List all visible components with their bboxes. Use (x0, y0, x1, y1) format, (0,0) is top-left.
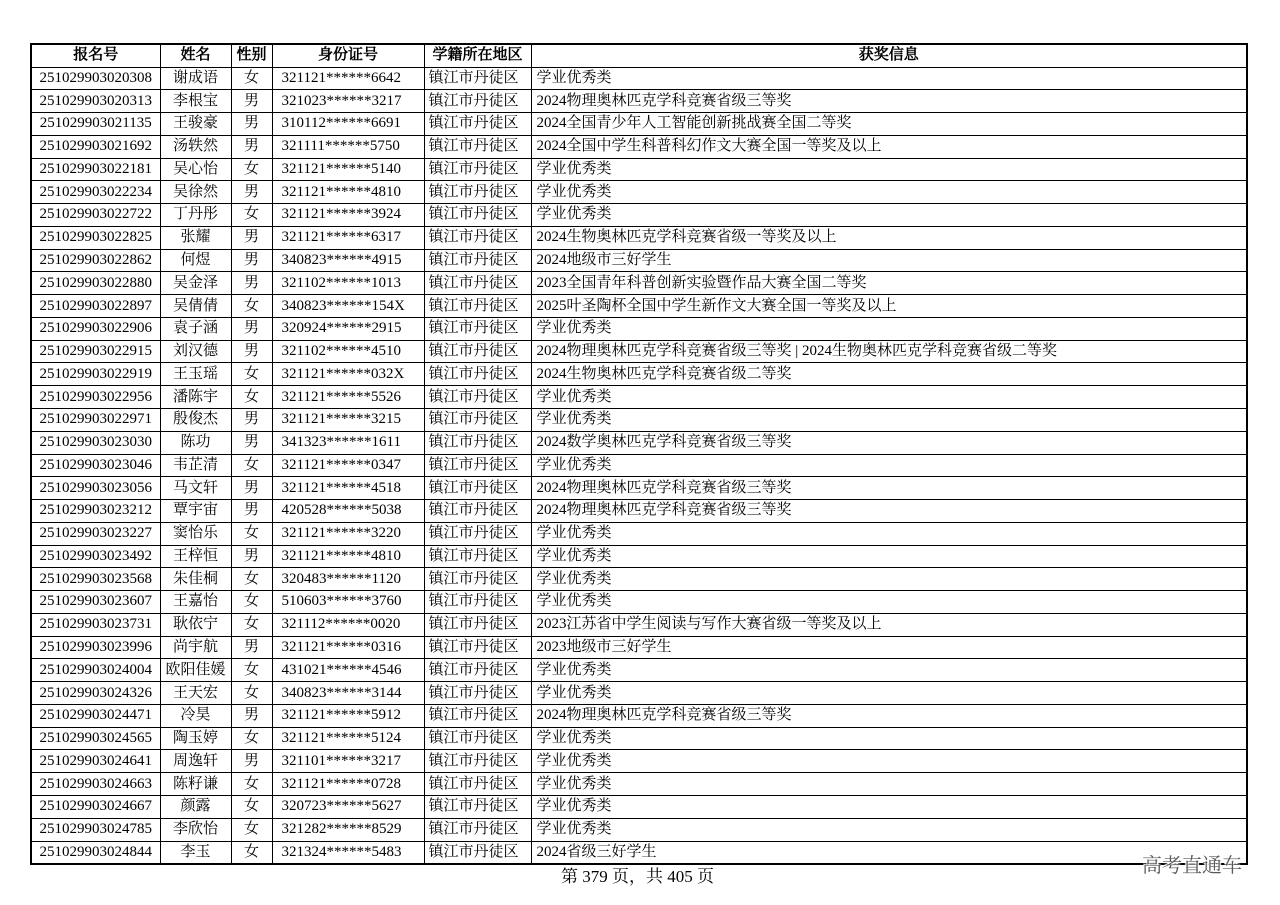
table-row (31, 522, 1247, 545)
header-gender: 性别 (231, 44, 272, 67)
cell-reg-no: 251029903022919 (31, 363, 160, 386)
cell-id-no: 321121******3924 (272, 204, 424, 227)
cell-awards: 学业优秀类 (531, 750, 1247, 773)
header-region: 学籍所在地区 (424, 44, 531, 67)
cell-name: 王玉瑶 (160, 363, 231, 386)
table-row (31, 500, 1247, 523)
cell-region: 镇江市丹徒区 (424, 841, 531, 864)
table-row (31, 386, 1247, 409)
cell-awards: 2024物理奥林匹克学科竞赛省级三等奖 (531, 477, 1247, 500)
table-row (31, 431, 1247, 454)
cell-awards: 学业优秀类 (531, 568, 1247, 591)
table-row (31, 591, 1247, 614)
cell-awards: 学业优秀类 (531, 522, 1247, 545)
cell-awards: 学业优秀类 (531, 773, 1247, 796)
cell-id-no: 321121******0728 (272, 773, 424, 796)
cell-awards: 2024生物奥林匹克学科竞赛省级一等奖及以上 (531, 226, 1247, 249)
cell-reg-no: 251029903023030 (31, 431, 160, 454)
cell-region: 镇江市丹徒区 (424, 340, 531, 363)
cell-id-no: 321112******0020 (272, 613, 424, 636)
cell-reg-no: 251029903022181 (31, 158, 160, 181)
cell-name: 殷俊杰 (160, 408, 231, 431)
cell-gender: 女 (231, 158, 272, 181)
table-row (31, 340, 1247, 363)
table-row (31, 727, 1247, 750)
table-row (31, 750, 1247, 773)
cell-name: 韦芷清 (160, 454, 231, 477)
cell-region: 镇江市丹徒区 (424, 727, 531, 750)
cell-id-no: 321324******5483 (272, 841, 424, 864)
cell-id-no: 321121******5912 (272, 704, 424, 727)
cell-name: 陶玉婷 (160, 727, 231, 750)
cell-gender: 男 (231, 90, 272, 113)
cell-reg-no: 251029903023568 (31, 568, 160, 591)
cell-reg-no: 251029903023996 (31, 636, 160, 659)
cell-gender: 女 (231, 295, 272, 318)
table-row (31, 477, 1247, 500)
cell-gender: 女 (231, 841, 272, 864)
cell-region: 镇江市丹徒区 (424, 408, 531, 431)
cell-id-no: 321282******8529 (272, 818, 424, 841)
cell-reg-no: 251029903022971 (31, 408, 160, 431)
cell-region: 镇江市丹徒区 (424, 158, 531, 181)
table-row (31, 613, 1247, 636)
cell-reg-no: 251029903022906 (31, 317, 160, 340)
cell-gender: 女 (231, 818, 272, 841)
cell-region: 镇江市丹徒区 (424, 522, 531, 545)
cell-region: 镇江市丹徒区 (424, 431, 531, 454)
cell-region: 镇江市丹徒区 (424, 363, 531, 386)
cell-awards: 2024全国中学生科普科幻作文大赛全国一等奖及以上 (531, 135, 1247, 158)
cell-awards: 学业优秀类 (531, 545, 1247, 568)
table-row (31, 135, 1247, 158)
cell-id-no: 321121******0347 (272, 454, 424, 477)
cell-reg-no: 251029903024785 (31, 818, 160, 841)
table-row (31, 796, 1247, 819)
cell-reg-no: 251029903022234 (31, 181, 160, 204)
table-row (31, 249, 1247, 272)
cell-awards: 2024地级市三好学生 (531, 249, 1247, 272)
cell-id-no: 321121******4518 (272, 477, 424, 500)
cell-awards: 2024物理奥林匹克学科竞赛省级三等奖 (531, 500, 1247, 523)
cell-region: 镇江市丹徒区 (424, 568, 531, 591)
cell-gender: 男 (231, 431, 272, 454)
cell-name: 谢成语 (160, 67, 231, 90)
cell-region: 镇江市丹徒区 (424, 295, 531, 318)
cell-reg-no: 251029903020313 (31, 90, 160, 113)
cell-id-no: 321121******4810 (272, 181, 424, 204)
cell-region: 镇江市丹徒区 (424, 750, 531, 773)
cell-awards: 学业优秀类 (531, 818, 1247, 841)
cell-gender: 女 (231, 727, 272, 750)
table-row (31, 636, 1247, 659)
cell-awards: 2024生物奥林匹克学科竞赛省级二等奖 (531, 363, 1247, 386)
cell-name: 周逸轩 (160, 750, 231, 773)
cell-region: 镇江市丹徒区 (424, 704, 531, 727)
cell-name: 王骏豪 (160, 113, 231, 136)
cell-reg-no: 251029903022825 (31, 226, 160, 249)
cell-id-no: 321102******1013 (272, 272, 424, 295)
cell-awards: 2024省级三好学生 (531, 841, 1247, 864)
cell-awards: 2023江苏省中学生阅读与写作大赛省级一等奖及以上 (531, 613, 1247, 636)
cell-reg-no: 251029903022880 (31, 272, 160, 295)
table-row (31, 818, 1247, 841)
cell-gender: 女 (231, 204, 272, 227)
cell-name: 马文轩 (160, 477, 231, 500)
table-row (31, 113, 1247, 136)
cell-reg-no: 251029903024667 (31, 796, 160, 819)
cell-region: 镇江市丹徒区 (424, 818, 531, 841)
table-row (31, 90, 1247, 113)
cell-name: 陈籽谦 (160, 773, 231, 796)
table-row (31, 158, 1247, 181)
cell-region: 镇江市丹徒区 (424, 773, 531, 796)
cell-gender: 女 (231, 591, 272, 614)
cell-region: 镇江市丹徒区 (424, 113, 531, 136)
cell-name: 陈功 (160, 431, 231, 454)
cell-id-no: 431021******4546 (272, 659, 424, 682)
header-row (31, 44, 1247, 67)
cell-id-no: 310112******6691 (272, 113, 424, 136)
cell-name: 窦怡乐 (160, 522, 231, 545)
cell-id-no: 321121******5526 (272, 386, 424, 409)
cell-name: 汤轶然 (160, 135, 231, 158)
header-reg-no: 报名号 (31, 44, 160, 67)
cell-id-no: 321121******3215 (272, 408, 424, 431)
table-row (31, 408, 1247, 431)
cell-gender: 男 (231, 249, 272, 272)
table-row (31, 773, 1247, 796)
table-row (31, 226, 1247, 249)
cell-id-no: 321121******3220 (272, 522, 424, 545)
cell-reg-no: 251029903024326 (31, 682, 160, 705)
page-number: 第 379 页，共 405 页 (561, 867, 714, 886)
cell-name: 吴心怡 (160, 158, 231, 181)
cell-awards: 学业优秀类 (531, 386, 1247, 409)
cell-awards: 学业优秀类 (531, 796, 1247, 819)
cell-awards: 2024物理奥林匹克学科竞赛省级三等奖 | 2024生物奥林匹克学科竞赛省级二等奖 (531, 340, 1247, 363)
cell-awards: 2024物理奥林匹克学科竞赛省级三等奖 (531, 90, 1247, 113)
cell-name: 欧阳佳媛 (160, 659, 231, 682)
cell-gender: 女 (231, 363, 272, 386)
cell-region: 镇江市丹徒区 (424, 796, 531, 819)
cell-name: 张耀 (160, 226, 231, 249)
cell-region: 镇江市丹徒区 (424, 226, 531, 249)
cell-awards: 学业优秀类 (531, 158, 1247, 181)
cell-id-no: 420528******5038 (272, 500, 424, 523)
cell-reg-no: 251029903023607 (31, 591, 160, 614)
table-row (31, 659, 1247, 682)
cell-gender: 男 (231, 340, 272, 363)
cell-name: 王梓恒 (160, 545, 231, 568)
cell-name: 何煜 (160, 249, 231, 272)
header-name: 姓名 (160, 44, 231, 67)
cell-reg-no: 251029903021135 (31, 113, 160, 136)
cell-name: 吴徐然 (160, 181, 231, 204)
cell-awards: 2023全国青年科普创新实验暨作品大赛全国二等奖 (531, 272, 1247, 295)
cell-id-no: 321121******032X (272, 363, 424, 386)
cell-id-no: 321121******4810 (272, 545, 424, 568)
cell-gender: 男 (231, 545, 272, 568)
cell-gender: 男 (231, 113, 272, 136)
cell-reg-no: 251029903022862 (31, 249, 160, 272)
cell-awards: 学业优秀类 (531, 591, 1247, 614)
table-row (31, 682, 1247, 705)
cell-awards: 2024物理奥林匹克学科竞赛省级三等奖 (531, 704, 1247, 727)
cell-region: 镇江市丹徒区 (424, 477, 531, 500)
cell-reg-no: 251029903020308 (31, 67, 160, 90)
table-row (31, 568, 1247, 591)
cell-gender: 女 (231, 568, 272, 591)
cell-id-no: 321121******0316 (272, 636, 424, 659)
cell-name: 吴倩倩 (160, 295, 231, 318)
cell-region: 镇江市丹徒区 (424, 317, 531, 340)
cell-gender: 女 (231, 796, 272, 819)
cell-gender: 女 (231, 454, 272, 477)
cell-id-no: 321121******6642 (272, 67, 424, 90)
cell-name: 潘陈宇 (160, 386, 231, 409)
cell-reg-no: 251029903024471 (31, 704, 160, 727)
cell-reg-no: 251029903022897 (31, 295, 160, 318)
cell-reg-no: 251029903022956 (31, 386, 160, 409)
cell-awards: 学业优秀类 (531, 181, 1247, 204)
cell-id-no: 321121******6317 (272, 226, 424, 249)
cell-region: 镇江市丹徒区 (424, 613, 531, 636)
cell-gender: 男 (231, 181, 272, 204)
cell-name: 王天宏 (160, 682, 231, 705)
cell-gender: 女 (231, 682, 272, 705)
cell-gender: 男 (231, 636, 272, 659)
cell-reg-no: 251029903024641 (31, 750, 160, 773)
cell-reg-no: 251029903023227 (31, 522, 160, 545)
cell-gender: 男 (231, 704, 272, 727)
cell-region: 镇江市丹徒区 (424, 591, 531, 614)
cell-region: 镇江市丹徒区 (424, 181, 531, 204)
table-row (31, 454, 1247, 477)
cell-name: 丁丹彤 (160, 204, 231, 227)
cell-name: 朱佳桐 (160, 568, 231, 591)
cell-gender: 男 (231, 135, 272, 158)
cell-reg-no: 251029903023492 (31, 545, 160, 568)
cell-id-no: 320723******5627 (272, 796, 424, 819)
table-row (31, 295, 1247, 318)
cell-id-no: 321121******5124 (272, 727, 424, 750)
cell-id-no: 320483******1120 (272, 568, 424, 591)
cell-region: 镇江市丹徒区 (424, 386, 531, 409)
cell-id-no: 321102******4510 (272, 340, 424, 363)
cell-id-no: 341323******1611 (272, 431, 424, 454)
header-id-no: 身份证号 (272, 44, 424, 67)
cell-name: 吴金泽 (160, 272, 231, 295)
cell-name: 王嘉怡 (160, 591, 231, 614)
cell-awards: 2024全国青少年人工智能创新挑战赛全国二等奖 (531, 113, 1247, 136)
cell-gender: 男 (231, 477, 272, 500)
cell-gender: 男 (231, 750, 272, 773)
cell-gender: 女 (231, 659, 272, 682)
cell-reg-no: 251029903024844 (31, 841, 160, 864)
cell-region: 镇江市丹徒区 (424, 545, 531, 568)
table-row (31, 272, 1247, 295)
cell-gender: 女 (231, 67, 272, 90)
table-row (31, 67, 1247, 90)
cell-name: 覃宇宙 (160, 500, 231, 523)
table-row (31, 704, 1247, 727)
cell-awards: 学业优秀类 (531, 408, 1247, 431)
cell-name: 李根宝 (160, 90, 231, 113)
cell-region: 镇江市丹徒区 (424, 659, 531, 682)
cell-gender: 女 (231, 522, 272, 545)
cell-awards: 学业优秀类 (531, 454, 1247, 477)
cell-name: 刘汉德 (160, 340, 231, 363)
cell-awards: 学业优秀类 (531, 727, 1247, 750)
cell-id-no: 321121******5140 (272, 158, 424, 181)
table-row (31, 545, 1247, 568)
cell-name: 耿依宁 (160, 613, 231, 636)
table-row (31, 841, 1247, 864)
cell-region: 镇江市丹徒区 (424, 67, 531, 90)
cell-name: 李欣怡 (160, 818, 231, 841)
cell-gender: 男 (231, 317, 272, 340)
cell-awards: 学业优秀类 (531, 317, 1247, 340)
cell-reg-no: 251029903023046 (31, 454, 160, 477)
cell-reg-no: 251029903022722 (31, 204, 160, 227)
cell-reg-no: 251029903021692 (31, 135, 160, 158)
cell-gender: 男 (231, 500, 272, 523)
cell-awards: 学业优秀类 (531, 659, 1247, 682)
cell-region: 镇江市丹徒区 (424, 90, 531, 113)
cell-awards: 2024数学奥林匹克学科竞赛省级三等奖 (531, 431, 1247, 454)
table-row (31, 204, 1247, 227)
table-row (31, 317, 1247, 340)
cell-reg-no: 251029903023056 (31, 477, 160, 500)
cell-reg-no: 251029903023731 (31, 613, 160, 636)
header-awards: 获奖信息 (531, 44, 1247, 67)
cell-name: 李玉 (160, 841, 231, 864)
cell-reg-no: 251029903024565 (31, 727, 160, 750)
cell-region: 镇江市丹徒区 (424, 500, 531, 523)
registration-table (30, 43, 1248, 865)
cell-gender: 女 (231, 613, 272, 636)
cell-reg-no: 251029903024663 (31, 773, 160, 796)
cell-id-no: 320924******2915 (272, 317, 424, 340)
cell-id-no: 321111******5750 (272, 135, 424, 158)
cell-id-no: 321023******3217 (272, 90, 424, 113)
cell-gender: 女 (231, 773, 272, 796)
cell-name: 冷昊 (160, 704, 231, 727)
cell-name: 尚宇航 (160, 636, 231, 659)
cell-id-no: 340823******3144 (272, 682, 424, 705)
cell-reg-no: 251029903023212 (31, 500, 160, 523)
cell-name: 袁子涵 (160, 317, 231, 340)
cell-gender: 女 (231, 386, 272, 409)
cell-id-no: 340823******154X (272, 295, 424, 318)
watermark: 高考直通车 (1142, 853, 1242, 877)
cell-region: 镇江市丹徒区 (424, 272, 531, 295)
cell-reg-no: 251029903024004 (31, 659, 160, 682)
cell-id-no: 321101******3217 (272, 750, 424, 773)
cell-awards: 学业优秀类 (531, 682, 1247, 705)
cell-region: 镇江市丹徒区 (424, 204, 531, 227)
cell-gender: 男 (231, 408, 272, 431)
table-row (31, 363, 1247, 386)
cell-reg-no: 251029903022915 (31, 340, 160, 363)
cell-region: 镇江市丹徒区 (424, 135, 531, 158)
cell-region: 镇江市丹徒区 (424, 682, 531, 705)
table-row (31, 181, 1247, 204)
cell-awards: 2023地级市三好学生 (531, 636, 1247, 659)
cell-awards: 学业优秀类 (531, 204, 1247, 227)
cell-region: 镇江市丹徒区 (424, 636, 531, 659)
cell-awards: 学业优秀类 (531, 67, 1247, 90)
cell-awards: 2025叶圣陶杯全国中学生新作文大赛全国一等奖及以上 (531, 295, 1247, 318)
cell-id-no: 340823******4915 (272, 249, 424, 272)
cell-region: 镇江市丹徒区 (424, 249, 531, 272)
cell-name: 颜露 (160, 796, 231, 819)
cell-gender: 男 (231, 226, 272, 249)
cell-region: 镇江市丹徒区 (424, 454, 531, 477)
cell-id-no: 510603******3760 (272, 591, 424, 614)
cell-gender: 男 (231, 272, 272, 295)
